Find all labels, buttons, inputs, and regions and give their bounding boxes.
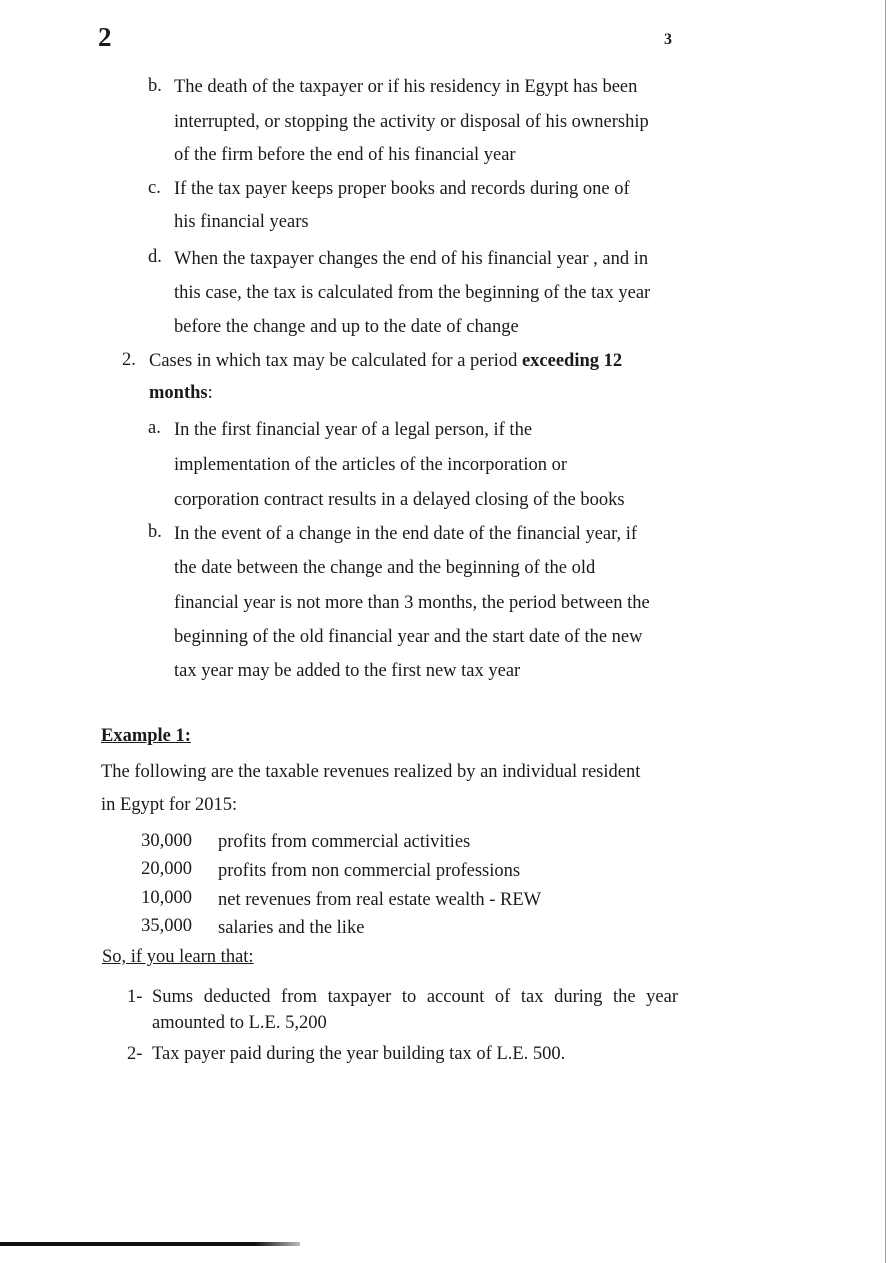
item2-bold-text: exceeding 12 [521,351,623,371]
example-intro-line: in Egypt for 2015: [101,795,238,815]
list-marker: d. [148,247,162,267]
item2-line2 [149,384,213,403]
list-line: corporation contract results in a delayed closing of the books [174,490,625,510]
revenue-amount: 35,000 [141,916,192,936]
bottom-scan-rule [0,1242,300,1246]
example-heading: Example 1: [101,726,191,746]
list-line: interrupted, or stopping the activity or disposal of his ownership [174,112,649,132]
item2-colon: : [207,383,213,403]
fact-marker: 1- [127,987,143,1007]
right-page-number: 3 [664,31,672,48]
revenue-amount: 20,000 [141,859,192,879]
item2-bold-months: months [149,383,208,403]
item2-line1 [149,352,622,371]
list-line: In the first financial year of a legal person, if the [174,420,533,440]
list-line: of the firm before the end of his financial year [174,145,516,165]
list-marker: c. [148,178,161,198]
fact-line: Sums deducted from taxpayer to account of tax during the year [152,987,678,1007]
revenue-description: profits from commercial activities [218,832,471,852]
fact-marker: 2- [127,1044,143,1064]
fact-line: Tax payer paid during the year building tax of L.E. 500. [152,1044,566,1064]
list-marker: a. [148,418,161,438]
list-marker: b. [148,522,162,542]
list-line: the date between the change and the beginning of the old [174,558,596,578]
page-edge-line [885,0,886,1263]
revenue-description: salaries and the like [218,918,365,938]
list-line: If the tax payer keeps proper books and records during one of [174,179,630,199]
list-line: before the change and up to the date of change [174,317,519,337]
example-intro-line: The following are the taxable revenues realized by an individual resident [101,762,641,782]
so-heading: So, if you learn that: [102,947,254,967]
fact-line: amounted to L.E. 5,200 [152,1013,327,1033]
list-line: financial year is not more than 3 months, the period between the [174,593,650,613]
list-marker: b. [148,76,162,96]
list-line: his financial years [174,212,309,232]
revenue-amount: 30,000 [141,831,192,851]
list-line: implementation of the articles of the incorporation or [174,455,567,475]
left-page-number: 2 [98,22,112,52]
list-marker: 2. [122,350,136,370]
list-line: tax year may be added to the first new tax year [174,661,521,681]
list-line: When the taxpayer changes the end of his financial year , and in [174,249,649,269]
revenue-amount: 10,000 [141,888,192,908]
item2-text: Cases in which tax may be calculated for a period [149,351,522,371]
list-line: In the event of a change in the end date of the financial year, if [174,524,638,544]
list-line: this case, the tax is calculated from the beginning of the tax year [174,283,651,303]
list-line: beginning of the old financial year and the start date of the new [174,627,643,647]
list-line: The death of the taxpayer or if his residency in Egypt has been [174,77,638,97]
revenue-description: profits from non commercial professions [218,861,521,881]
revenue-description: net revenues from real estate wealth - REW [218,890,542,910]
